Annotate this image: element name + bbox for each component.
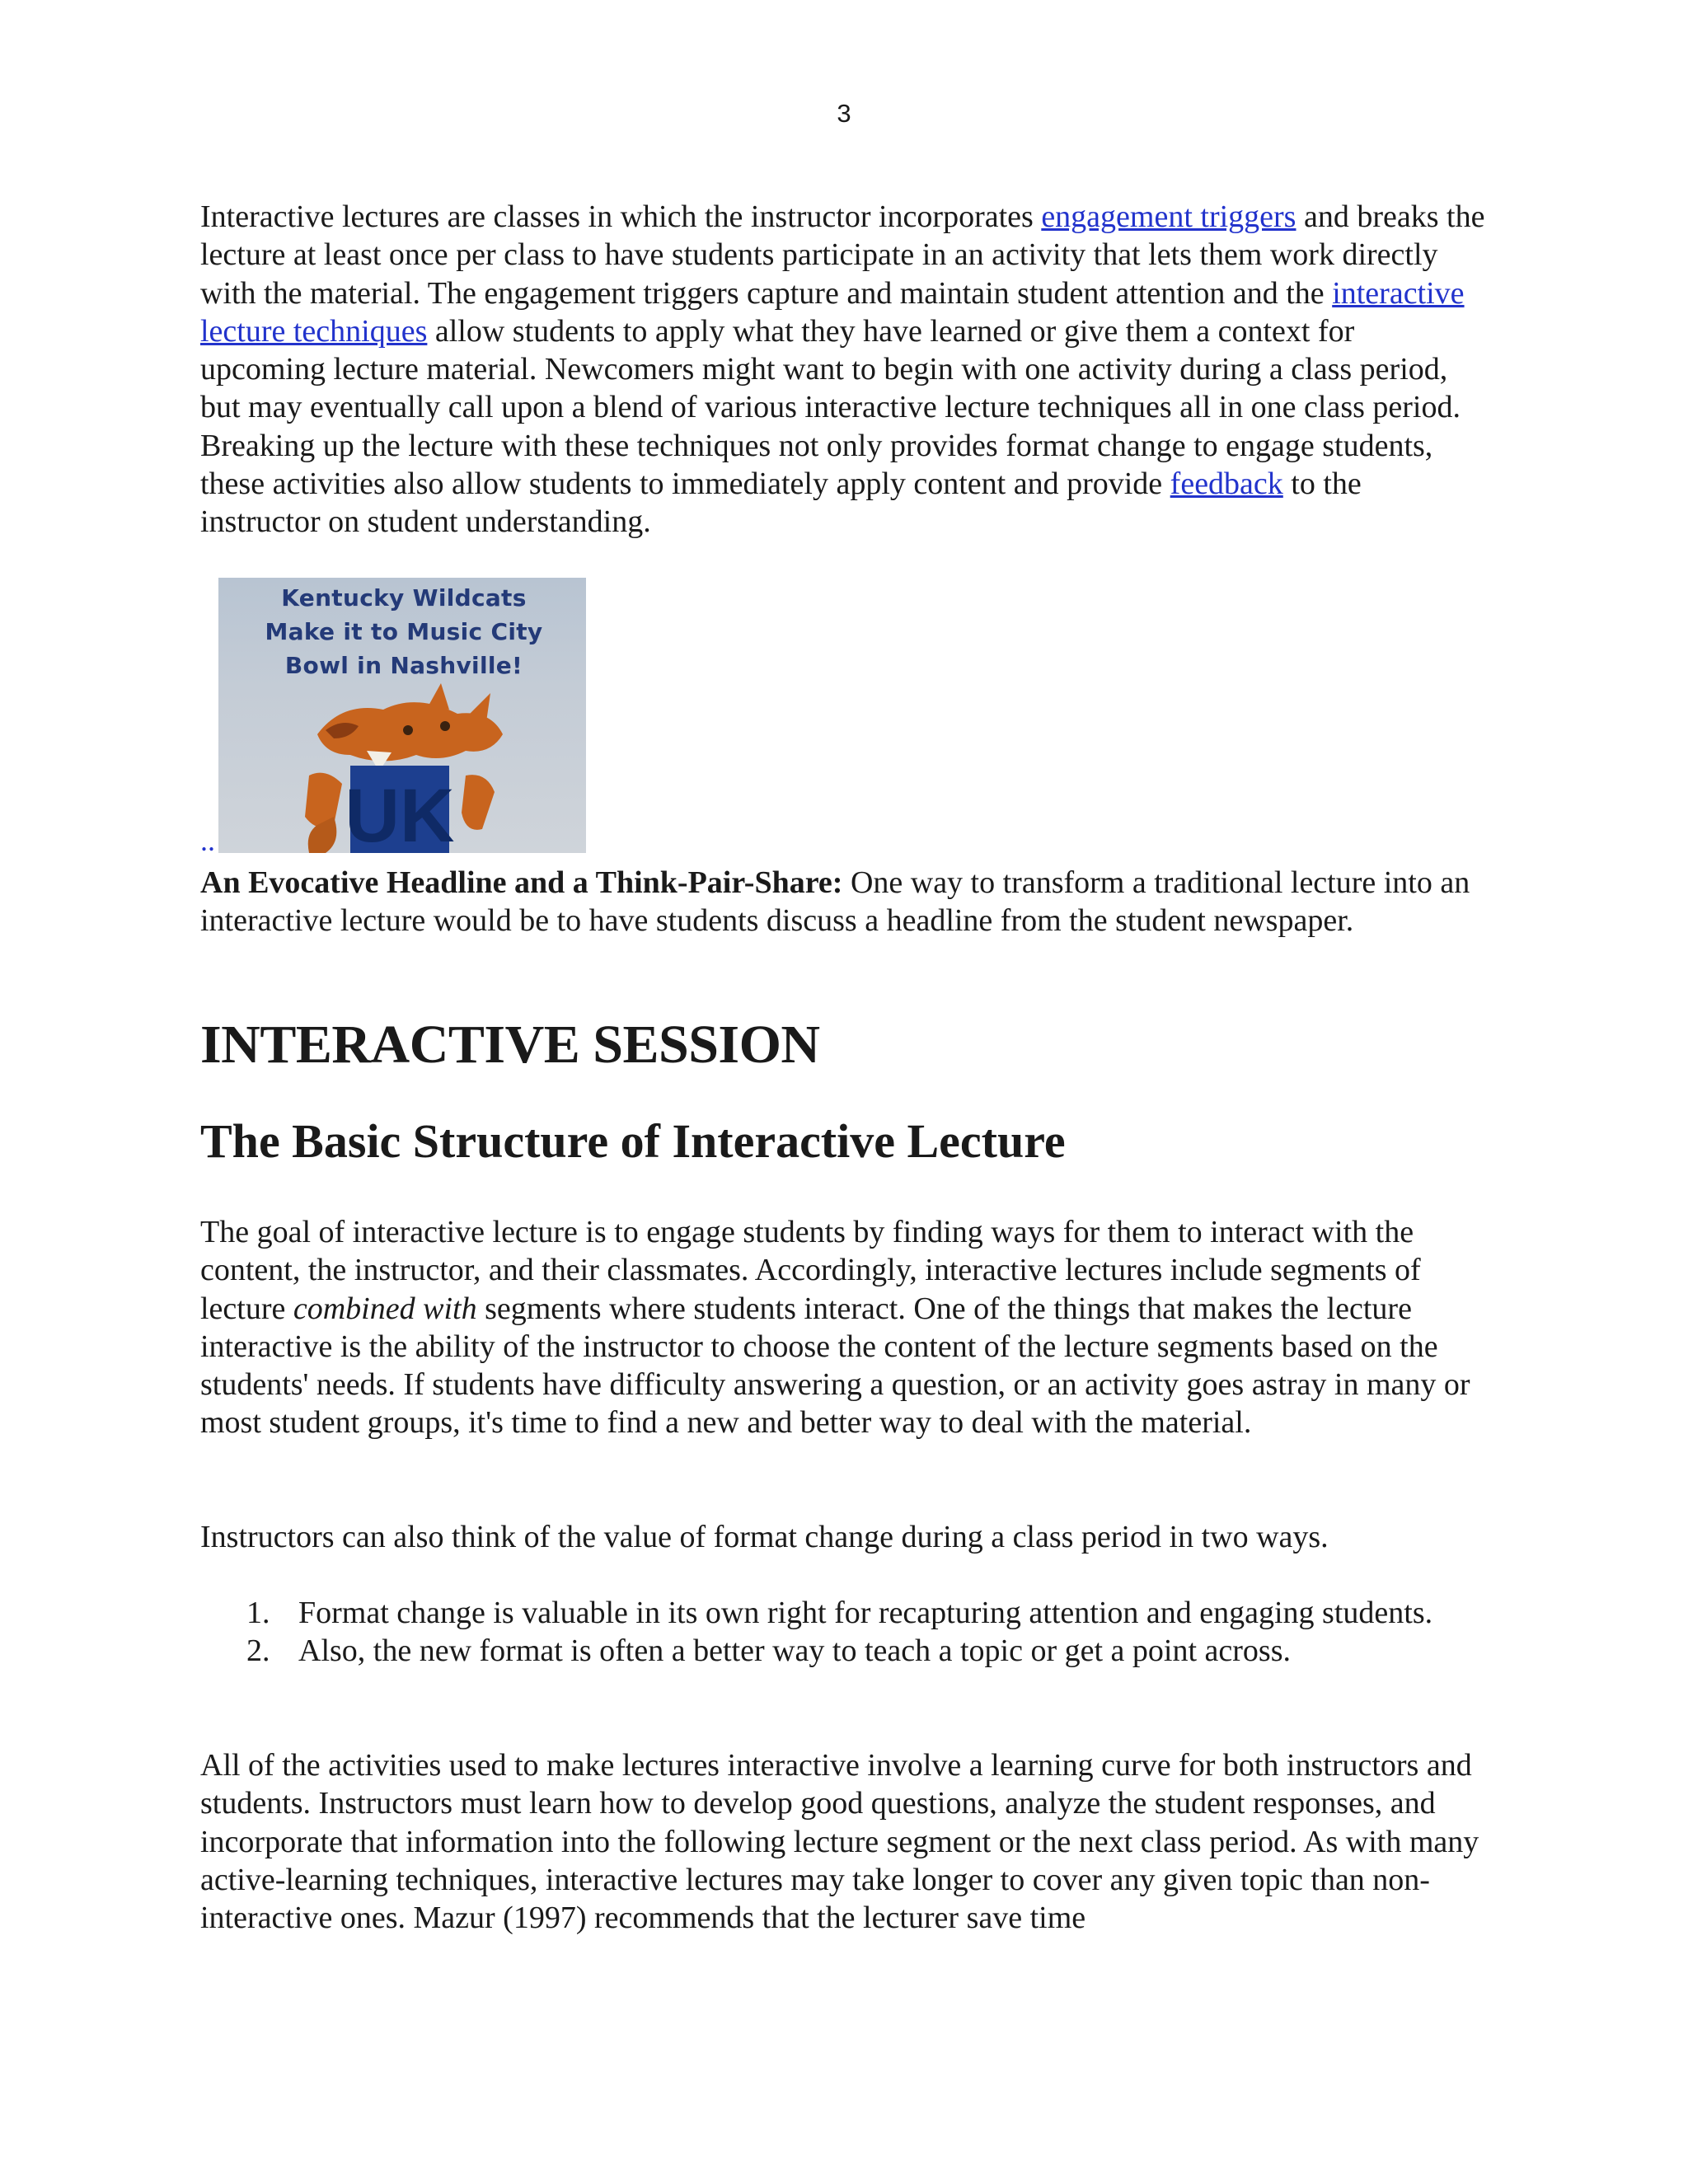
wildcat-mascot-icon bbox=[218, 578, 586, 853]
list-item-number: 1. bbox=[246, 1596, 270, 1630]
subsection-heading: The Basic Structure of Interactive Lecture bbox=[200, 1114, 1066, 1168]
intro-text-1: Interactive lectures are classes in which the instructor incorporates bbox=[200, 199, 1042, 234]
kentucky-wildcats-photo bbox=[218, 578, 586, 853]
list-item-number: 2. bbox=[246, 1633, 270, 1669]
engagement-triggers-link[interactable]: engagement triggers bbox=[1041, 199, 1296, 234]
activities-paragraph: All of the activities used to make lectures interactive involve a learning curve for both instructors and students. Instructors must learn how to develop good questions, analyze the student responses, and incorporate that information into the following lecture segment or the next class period. As with many active-learning techniques, interactive lectures may take longer to cover any given topic than non-interactive ones. Mazur (1997) recommends that the lecturer save time bbox=[200, 1748, 1479, 1936]
intro-text-4: to the instructor on student understanding. bbox=[200, 466, 1362, 540]
list-item-text: Format change is valuable in its own right for recapturing attention and engaging students. bbox=[298, 1596, 1433, 1630]
headline-paragraph bbox=[200, 864, 1486, 940]
interactive-lecture-techniques-link[interactable]: interactive lecture techniques bbox=[200, 275, 1465, 349]
goal-italic: combined with bbox=[293, 1291, 477, 1326]
photo-caption-line-2: Make it to Music City bbox=[265, 618, 543, 645]
intro-text-3: allow students to apply what they have learned or give them a context for upcoming lecture material. Newcomers might want to begin with one activity during a class period, but may eventually call upon a blend of various interactive lecture techniques all in one class period. Breaking up the lecture with these techniques not only provides format change to engage students, these activities also allow students to immediately apply content and provide bbox=[200, 313, 1461, 502]
intro-paragraph bbox=[200, 198, 1486, 541]
goal-paragraph bbox=[200, 1213, 1486, 1442]
uk-logo-text: UK bbox=[345, 774, 455, 853]
list-item bbox=[200, 1632, 1477, 1670]
link-dots[interactable]: .. bbox=[200, 824, 215, 857]
photo-caption-line-1: Kentucky Wildcats bbox=[281, 584, 527, 612]
goal-text-1: The goal of interactive lecture is to engage students by finding ways for them to interact with the content, the instructor, and their classmates. Accordingly, interactive lectures include segments of lecture bbox=[200, 1215, 1421, 1326]
format-change-list bbox=[200, 1594, 1486, 1671]
intro-text-2: and breaks the lecture at least once per class to have students participate in an activity that lets them work directly with the material. The engagement triggers capture and maintain student attention and the bbox=[200, 199, 1485, 311]
list-item-text: Also, the new format is often a better way to teach a topic or get a point across. bbox=[298, 1633, 1291, 1669]
headline-text: One way to transform a traditional lecture into an interactive lecture would be to have students discuss a headline from the student newspaper. bbox=[200, 865, 1470, 939]
page-number: 3 bbox=[837, 99, 851, 128]
section-heading: INTERACTIVE SESSION bbox=[200, 1015, 820, 1075]
photo-caption-line-3: Bowl in Nashville! bbox=[284, 652, 523, 679]
instructors-paragraph: Instructors can also think of the value of format change during a class period in two ways. bbox=[200, 1520, 1329, 1554]
goal-text-2: segments where students interact. One of the things that makes the lecture interactive is the ability of the instructor to choose the content of the lecture segments based on the students' needs. If students have difficulty answering a question, or an activity goes astray in many or most student groups, it's time to find a new and better way to deal with the material. bbox=[200, 1291, 1470, 1441]
feedback-link[interactable]: feedback bbox=[1170, 466, 1283, 502]
list-item bbox=[200, 1594, 1477, 1632]
headline-lead: An Evocative Headline and a Think-Pair-Share: bbox=[200, 865, 843, 900]
